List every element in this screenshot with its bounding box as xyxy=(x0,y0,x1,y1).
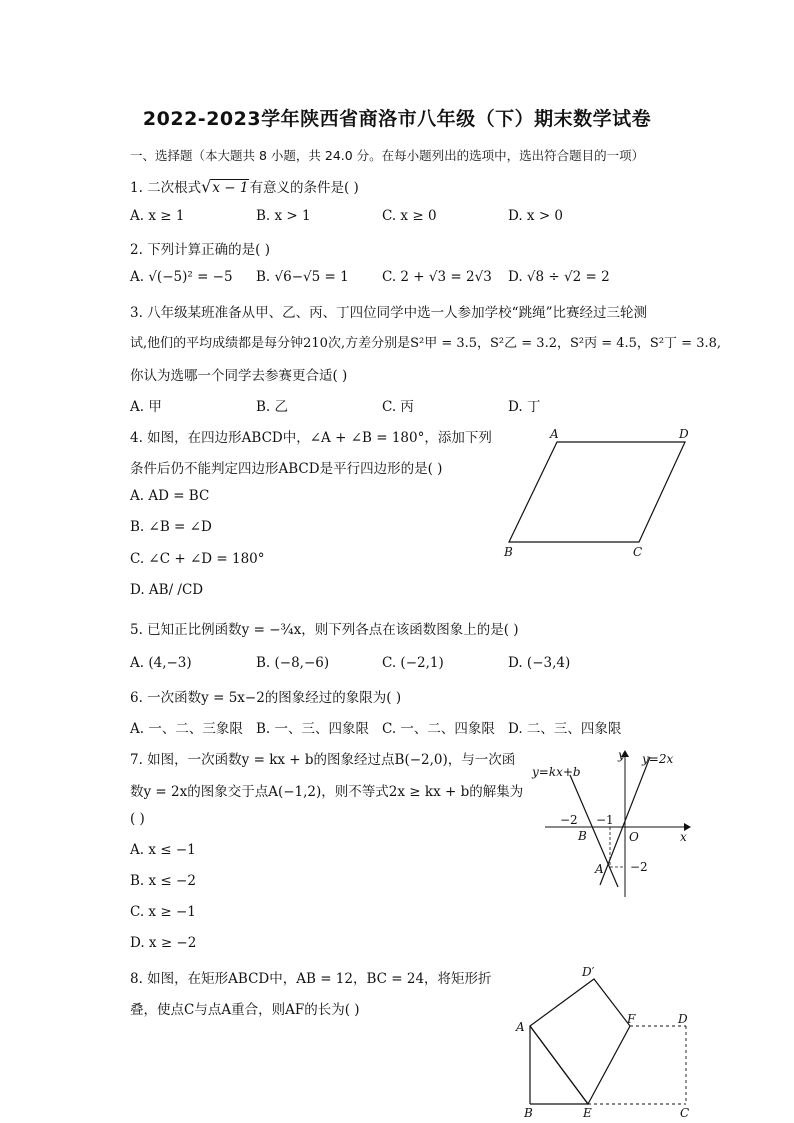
radical-icon: √ xyxy=(201,177,212,196)
fig8-label-d: D xyxy=(678,1012,688,1026)
fig4-label-d: D xyxy=(679,427,689,441)
q7-option-c[interactable]: C. x ≥ −1 xyxy=(130,904,196,920)
question-4-line-2: 条件后仍不能判定四边形ABCD是平行四边形的是( ) xyxy=(130,461,443,477)
label-origin: O xyxy=(629,830,639,844)
fig8-label-e: E xyxy=(583,1106,592,1120)
label-y-kx-b: y=kx+b xyxy=(532,765,581,779)
q7-option-d[interactable]: D. x ≥ −2 xyxy=(130,935,197,951)
q2-option-d[interactable]: D. √8 ÷ √2 = 2 xyxy=(508,269,610,285)
label-y-axis: y xyxy=(618,748,625,762)
q4-option-d[interactable]: D. AB/ /CD xyxy=(130,582,204,598)
q2-option-b[interactable]: B. √6−√5 = 1 xyxy=(256,269,349,285)
fig8-label-b: B xyxy=(524,1106,533,1120)
q2-option-a[interactable]: A. √(−5)² = −5 xyxy=(130,269,233,285)
question-3-line-3: 你认为选哪一个同学去参赛更合适( ) xyxy=(130,368,348,384)
exam-title: 2022-2023学年陕西省商洛市八年级（下）期末数学试卷 xyxy=(142,108,652,130)
question-4-line-1: 4. 如图，在四边形ABCD中，∠A + ∠B = 180°，添加下列 xyxy=(130,430,492,446)
label-point-a: A xyxy=(595,862,604,876)
fig4-label-c: C xyxy=(633,545,643,559)
q1-radicand: x − 1 xyxy=(212,180,249,196)
question-7-line-2: 数y = 2x的图象交于点A(−1,2)，则不等式2x ≥ kx + b的解集为 xyxy=(130,784,524,800)
question-8-line-1: 8. 如图，在矩形ABCD中，AB = 12，BC = 24，将矩形折 xyxy=(130,971,492,987)
question-7-line-1: 7. 如图，一次函数y = kx + b的图象经过点B(−2,0)，与一次函 xyxy=(130,752,516,768)
question-3-line-1: 3. 八年级某班准备从甲、乙、丙、丁四位同学中选一人参加学校“跳绳”比赛经过三轮测 xyxy=(130,305,647,321)
fig8-label-dprime: D′ xyxy=(582,965,595,979)
folded-part xyxy=(530,979,630,1104)
parallelogram-figure xyxy=(495,424,705,559)
q1-stem-post: 有意义的条件是( ) xyxy=(249,180,359,196)
label-x-axis: x xyxy=(680,830,687,844)
q1-option-d[interactable]: D. x > 0 xyxy=(508,208,564,224)
label-y-2x: y=2x xyxy=(642,752,674,766)
segment-ae xyxy=(530,1026,588,1104)
q5-option-a[interactable]: A. (4,−3) xyxy=(130,655,192,671)
q3-option-d[interactable]: D. 丁 xyxy=(508,399,541,415)
fig8-label-a: A xyxy=(516,1020,525,1034)
q6-option-b[interactable]: B. 一、三、四象限 xyxy=(256,721,370,737)
q5-option-d[interactable]: D. (−3,4) xyxy=(508,655,571,671)
q6-option-d[interactable]: D. 二、三、四象限 xyxy=(508,721,622,737)
fig4-label-a: A xyxy=(550,427,559,441)
question-5-stem: 5. 已知正比例函数y = −¾x，则下列各点在该函数图象上的是( ) xyxy=(130,622,519,638)
fig8-label-f: F xyxy=(627,1012,636,1026)
q2-option-c[interactable]: C. 2 + √3 = 2√3 xyxy=(382,269,492,285)
question-3-line-2: 试,他们的平均成绩都是每分钟210次,方差分别是S²甲 = 3.5，S²乙 = 3.2，S²丙 = 4.5，S²丁 = 3.8, xyxy=(130,336,722,351)
tick-y-minus-2: −2 xyxy=(630,860,648,874)
q4-option-b[interactable]: B. ∠B = ∠D xyxy=(130,519,212,535)
q5-option-c[interactable]: C. (−2,1) xyxy=(382,655,444,671)
fig4-label-b: B xyxy=(504,545,513,559)
q7-option-b[interactable]: B. x ≤ −2 xyxy=(130,873,196,889)
q1-option-b[interactable]: B. x > 1 xyxy=(256,208,311,224)
q6-option-c[interactable]: C. 一、二、四象限 xyxy=(382,721,495,737)
q5-option-b[interactable]: B. (−8,−6) xyxy=(256,655,330,671)
question-2-stem: 2. 下列计算正确的是( ) xyxy=(130,242,270,258)
q1-option-a[interactable]: A. x ≥ 1 xyxy=(130,208,185,224)
parallelogram-shape xyxy=(509,442,685,542)
section-heading: 一、选择题（本大题共 8 小题，共 24.0 分。在每小题列出的选项中，选出符合题目的一项） xyxy=(130,148,645,163)
label-point-b: B xyxy=(578,829,587,843)
q1-option-c[interactable]: C. x ≥ 0 xyxy=(382,208,437,224)
q6-option-a[interactable]: A. 一、二、三象限 xyxy=(130,721,243,737)
question-1-stem xyxy=(130,176,359,196)
q4-option-a[interactable]: A. AD = BC xyxy=(130,488,210,504)
q3-option-a[interactable]: A. 甲 xyxy=(130,399,162,415)
question-8-line-2: 叠，使点C与点A重合，则AF的长为( ) xyxy=(130,1002,360,1018)
tick-minus-1: −1 xyxy=(596,813,614,827)
rectangle-fold-figure xyxy=(508,962,708,1120)
question-7-line-3: ( ) xyxy=(130,811,145,827)
q1-stem-pre: 1. 二次根式 xyxy=(130,180,202,196)
q3-option-b[interactable]: B. 乙 xyxy=(256,399,289,415)
tick-minus-2: −2 xyxy=(560,813,578,827)
linear-functions-graph xyxy=(530,745,700,905)
q3-option-c[interactable]: C. 丙 xyxy=(382,399,414,415)
q4-option-c[interactable]: C. ∠C + ∠D = 180° xyxy=(130,551,265,567)
question-6-stem: 6. 一次函数y = 5x−2的图象经过的象限为( ) xyxy=(130,690,402,706)
fig8-label-c: C xyxy=(680,1106,690,1120)
q7-option-a[interactable]: A. x ≤ −1 xyxy=(130,842,196,858)
